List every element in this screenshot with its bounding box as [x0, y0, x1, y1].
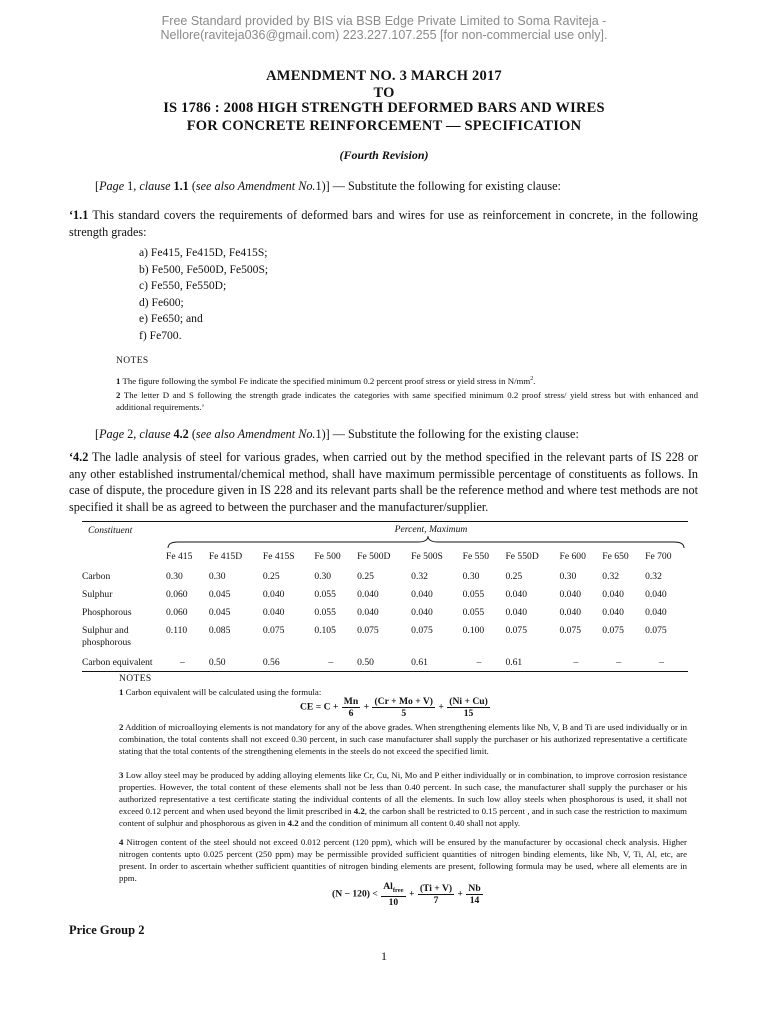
clause-ref: 4.2 [353, 806, 365, 816]
grade-header: Fe 650 [602, 551, 629, 562]
carbon-equivalent-formula [300, 696, 491, 719]
clause-1-1 [69, 207, 698, 240]
note-number: 2 [119, 722, 124, 732]
table-cell: 0.045 [208, 607, 231, 618]
table-cell: 0.110 [166, 625, 188, 636]
table-cell: 0.085 [208, 625, 231, 636]
table-row [82, 571, 688, 589]
grade-header: Fe 415S [262, 551, 295, 562]
clause-number: ‘1.1 [69, 208, 89, 222]
table-cell: 0.30 [314, 571, 332, 582]
list-item: c) Fe550, Fe550D; [139, 279, 227, 292]
table-row [82, 607, 688, 625]
table-notes-heading: NOTES [119, 674, 152, 684]
table-cell: 0.61 [411, 657, 428, 668]
percent-header: Percent, Maximum [394, 524, 468, 535]
table-cell: – [616, 657, 622, 668]
table-cell: 0.32 [411, 571, 428, 582]
revision-label: (Fourth Revision) [339, 148, 429, 162]
note-text: Low alloy steel may be produced by adding alloying elements like Cr, Cu, Ni, Mo and P either individually or in combination, to improve corrosion resistance properties. However, the total content of these elements shall not be less than 0.40 percent. In such case, the manufacturer shall supply the purchaser or his authorized representative a test certificate stating the individual contents of all the elements. In such low alloy steels when phosphorous is used, it shall not exceed 0.12 percent and when used beyond the limit prescribed in [119, 770, 687, 816]
al-symbol: Al [383, 881, 393, 892]
grade-header: Fe 500S [411, 551, 443, 562]
table-cell: 0.50 [208, 657, 226, 668]
table-note-3 [119, 769, 687, 829]
table-cell: 0.25 [262, 571, 280, 582]
table-note-4 [119, 836, 687, 884]
plus: + [457, 888, 464, 900]
table-cell: 0.055 [314, 607, 336, 618]
grade-header: Fe 600 [559, 551, 586, 562]
page-word: Page [99, 427, 125, 441]
table-cell: – [328, 657, 334, 668]
clause-number: ‘4.2 [69, 450, 89, 464]
note-text: and the condition of minimum all content 0.40 shall not apply. [298, 818, 521, 828]
subscript: free [392, 886, 404, 894]
clause-4-2 [69, 449, 698, 515]
note-text: The letter D and S following the strength grade indicates the categories with same specified minimum 0.2 proof stress/ yield stress but with enhanced and additional requirements.’ [116, 390, 698, 412]
fraction [342, 696, 360, 719]
fraction [381, 881, 405, 908]
table-cell: 0.040 [357, 589, 379, 600]
list-item: b) Fe500, Fe500D, Fe500S; [139, 262, 269, 276]
note-number: 1 [119, 687, 124, 697]
instruction-page-2 [95, 426, 695, 443]
amendment-no: 1 [315, 427, 322, 441]
table-cell: 0.56 [262, 657, 280, 668]
table-cell: 0.040 [559, 589, 582, 600]
table-cell: 0.055 [314, 589, 336, 600]
note-text: Nitrogen content of the steel should not exceed 0.012 percent (120 ppm), which will be ensured by the manufacturer by occasional check analysis. Higher nitrogen contents upto 0.025 percent (250 ppm) may be permissible provided sufficient quantities of nitrogen binding elements, like Nb, V, Ti, Al, etc, are present. In order to ascertain whether sufficient quantities of nitrogen binding elements are present, following formula may be used, where all elements are in ppm. [119, 837, 687, 883]
table-cell: 0.30 [559, 571, 577, 582]
fraction [447, 696, 490, 719]
table-cell: – [180, 657, 185, 668]
list-item: e) Fe650; and [139, 312, 203, 325]
note-number: 3 [119, 770, 124, 780]
grade-header: Fe 500 [314, 551, 341, 562]
watermark-line-2: Nellore(raviteja036@gmail.com) 223.227.107.255 [for non-commercial use only]. [160, 28, 608, 42]
table-cell: 0.040 [357, 607, 379, 618]
table-cell: 0.30 [208, 571, 226, 582]
table-cell: 0.075 [602, 625, 624, 636]
table-cell: 0.30 [462, 571, 480, 582]
superscript: 2 [530, 376, 534, 382]
paren: ( [188, 179, 196, 193]
table-cell: 0.040 [411, 589, 433, 600]
constituent-name: Phosphorous [82, 607, 132, 618]
table-cell: 0.055 [462, 607, 485, 618]
empty-header-cell [82, 523, 166, 571]
table-cell: 0.040 [262, 589, 285, 600]
table-cell: 0.040 [262, 607, 285, 618]
note-text: , the carbon shall be restricted to 0.15 percent , and in such case the restriction to maximum content of sulphur and phosphorous as given in [119, 806, 687, 828]
fraction [372, 696, 435, 719]
table-cell: – [659, 657, 664, 668]
table-cell: 0.060 [166, 607, 188, 618]
numerator: (Ni + Cu) [449, 696, 488, 707]
table-cell: 0.075 [505, 625, 528, 636]
grade-header: Fe 550D [505, 551, 539, 562]
page-num: 2, [124, 427, 140, 441]
plus: + [363, 701, 370, 713]
title-to: TO [373, 85, 395, 101]
table-cell: 0.040 [645, 589, 667, 600]
numerator: (Cr + Mo + V) [374, 696, 434, 707]
page-word: Page [99, 179, 125, 193]
denominator: 15 [463, 708, 474, 719]
note-end: . [533, 375, 536, 386]
page-number: 1 [381, 949, 387, 963]
note-number: 1 [116, 375, 121, 386]
watermark-line-1: Free Standard provided by BIS via BSB Edge Private Limited to Soma Raviteja - [161, 14, 607, 28]
table-cell: 0.075 [262, 625, 285, 636]
clause-word: clause [139, 427, 171, 441]
formula-lhs: (N − 120) < [332, 888, 378, 900]
table-cell: 0.040 [505, 607, 528, 618]
constituent-name: Sulphur [82, 589, 113, 600]
denominator: 14 [469, 894, 480, 906]
table-cell: 0.040 [602, 589, 624, 600]
bracket: [ [95, 179, 100, 193]
clause-ref: 4.2 [287, 818, 299, 828]
denominator: 5 [401, 708, 407, 719]
clause-text: The ladle analysis of steel for various grades, when carried out by the method specified in the relevant parts of IS 228 or any other established instrumental/chemical method, shall have maximum permissible percentage of constituents as follows. In case of dispute, the procedure given in IS 228 and its relevant parts shall be the reference method and where test methods are not specified it shall be as agreed to between the purchaser and the manufacturer/supplier. [69, 450, 698, 514]
table-cell: 0.040 [602, 607, 624, 618]
instruction-page-1 [95, 178, 695, 195]
table-top-rule [82, 521, 688, 522]
note-number: 4 [119, 837, 124, 847]
note-number: 2 [116, 390, 121, 400]
clause-word: clause [139, 179, 171, 193]
numerator: Mn [343, 696, 359, 707]
grade-header: Fe 415D [208, 551, 243, 562]
standard-title: IS 1786 : 2008 HIGH STRENGTH DEFORMED BARS AND WIRES [163, 100, 605, 116]
table-cell: 0.32 [602, 571, 620, 582]
table-cell: 0.060 [166, 589, 188, 600]
amendment-no: 1 [315, 179, 322, 193]
price-group: Price Group 2 [69, 923, 145, 937]
table-note-2 [119, 721, 687, 757]
table-cell: 0.045 [208, 589, 231, 600]
note-text: The figure following the symbol Fe indicate the specified minimum 0.2 percent proof stress or yield stress in N/mm [120, 375, 531, 386]
table-cell: 0.61 [505, 657, 523, 668]
note-text: Addition of microalloying elements is not mandatory for any of the above grades. When strengthening elements like Nb, V, B and Ti are used individually or in combination, the total contents shall not exceed 0.30 percent, in such case manufacturer shall supply the purchaser or his authorized representative a certificate stating that the total contents of the strengthening elements in the steels do not exceed the specified limit. [119, 722, 687, 756]
clause-text: This standard covers the requirements of deformed bars and wires for use as reinforcement in concrete, in the following strength grades: [69, 208, 698, 239]
note-2 [116, 389, 698, 413]
page-num: 1, [124, 179, 140, 193]
table-cell: 0.100 [462, 625, 485, 636]
grade-header: Fe 500D [357, 551, 391, 562]
notes-heading: NOTES [116, 356, 149, 366]
table-cell: 0.075 [559, 625, 582, 636]
table-cell: 0.075 [357, 625, 379, 636]
constituent-name: Carbon equivalent [82, 657, 153, 668]
list-item: d) Fe600; [139, 295, 184, 309]
note-text: Carbon equivalent will be calculated using the formula: [123, 687, 322, 697]
table-cell: 0.040 [411, 607, 433, 618]
denominator: 7 [433, 894, 439, 906]
grade-header: Fe 700 [645, 551, 672, 562]
fraction [466, 883, 482, 906]
clause-no: 1.1 [170, 179, 189, 193]
table-cell: 0.040 [559, 607, 582, 618]
table-cell: – [476, 657, 482, 668]
standard-subtitle: FOR CONCRETE REINFORCEMENT — SPECIFICATION [186, 118, 582, 134]
instruction-text: )] — Substitute the following for the existing clause: [321, 427, 579, 441]
list-item: f) Fe700. [139, 328, 182, 342]
nitrogen-formula [332, 881, 484, 908]
constituent-name: Carbon [82, 571, 111, 582]
numerator [381, 881, 405, 897]
table-cell: 0.105 [314, 625, 336, 636]
constituent-header: Constituent [88, 525, 133, 536]
bracket: [ [95, 427, 100, 441]
note-1 [116, 373, 698, 387]
table-cell: 0.040 [645, 607, 667, 618]
denominator: 6 [348, 708, 354, 719]
denominator: 10 [388, 896, 399, 908]
composition-table [82, 523, 688, 675]
clause-no: 4.2 [170, 427, 189, 441]
grade-header: Fe 415 [166, 551, 193, 562]
table-cell: 0.32 [645, 571, 662, 582]
table-row [82, 657, 688, 675]
constituent-name: Sulphur and phosphorous [82, 625, 132, 648]
table-cell: 0.25 [505, 571, 523, 582]
paren: ( [188, 427, 196, 441]
grade-header-row [82, 523, 688, 571]
table-row [82, 625, 688, 657]
table-cell: 0.040 [505, 589, 528, 600]
numerator: Nb [468, 882, 481, 894]
table-row [82, 589, 688, 607]
table-cell: 0.075 [645, 625, 667, 636]
table-cell: 0.30 [166, 571, 183, 582]
amendment-title: AMENDMENT NO. 3 MARCH 2017 [266, 68, 502, 84]
numerator: (Ti + V) [419, 882, 453, 894]
table-cell: 0.25 [357, 571, 374, 582]
table-cell: – [573, 657, 579, 668]
formula-lhs: CE = C + [300, 701, 339, 713]
plus: + [438, 701, 444, 713]
table-cell: 0.055 [462, 589, 485, 600]
table-cell: 0.50 [357, 657, 374, 668]
fraction [418, 883, 454, 906]
instruction-text: )] — Substitute the following for existing clause: [321, 179, 561, 193]
table-cell: 0.075 [411, 625, 433, 636]
see-also: see also Amendment No. [195, 427, 316, 441]
list-item: a) Fe415, Fe415D, Fe415S; [139, 246, 268, 259]
grade-header: Fe 550 [462, 551, 490, 562]
see-also: see also Amendment No. [195, 179, 316, 193]
grades-list [139, 245, 268, 344]
plus: + [408, 888, 415, 900]
